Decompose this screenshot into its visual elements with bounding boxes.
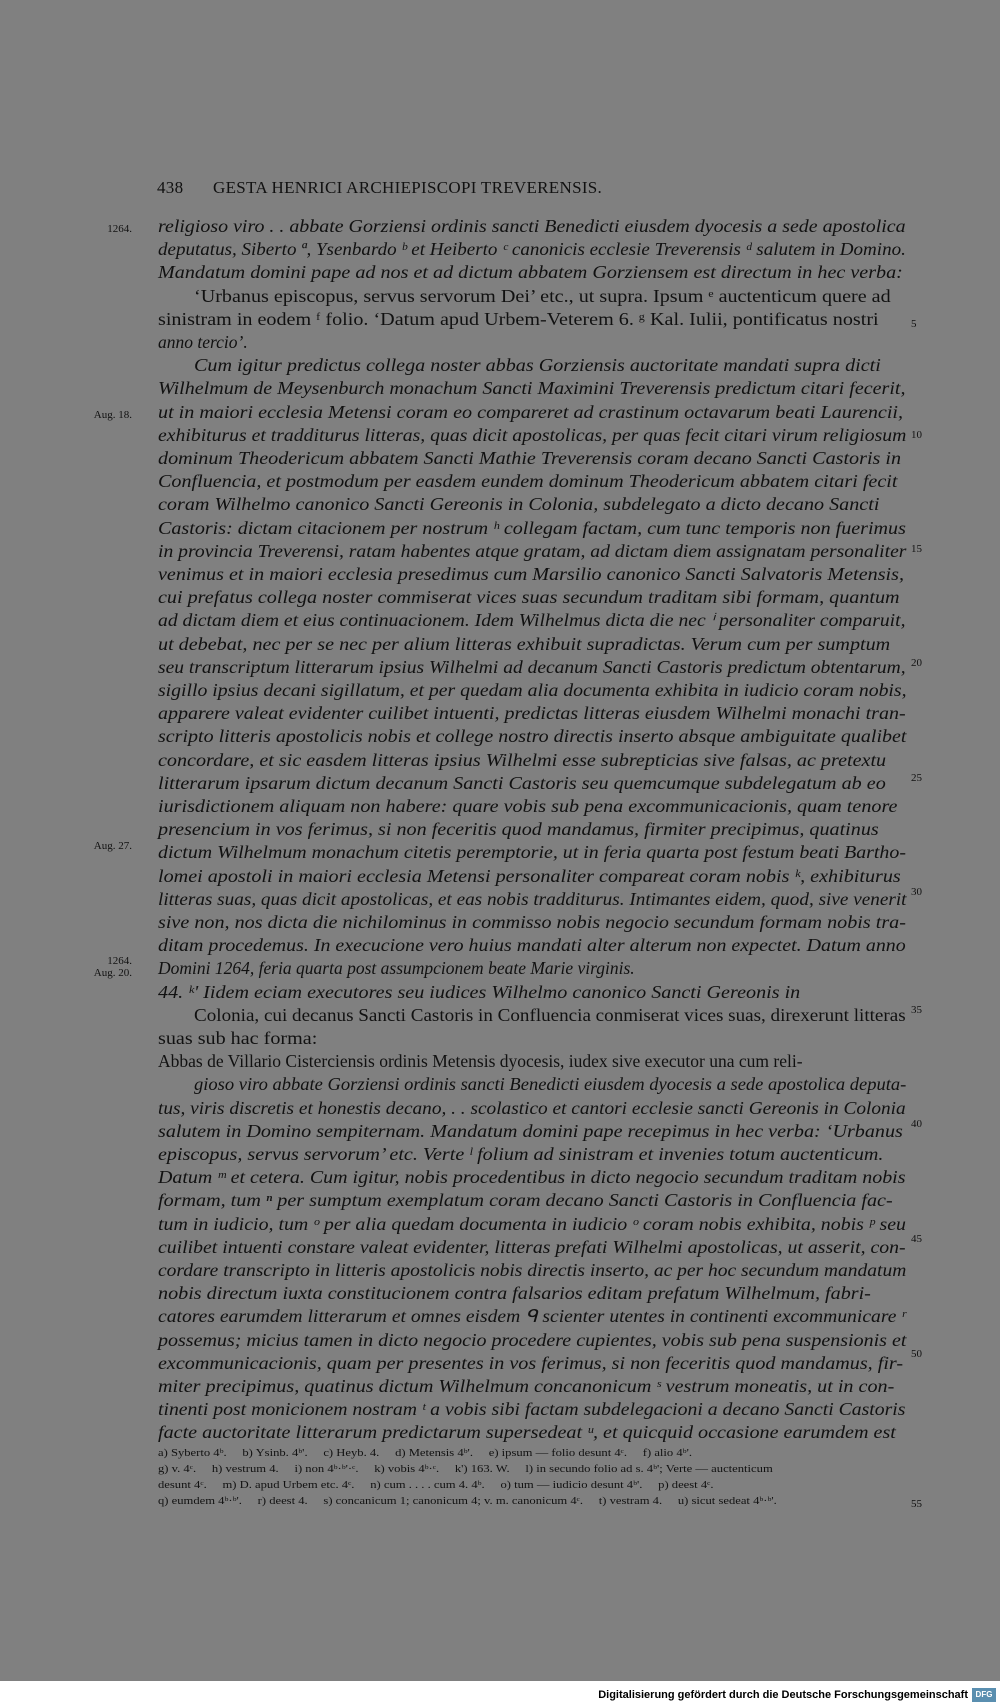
footnote-line: q) eumdem 4ᵇ·ᵇ'. r) deest 4. s) concanicum 1; canonicum 4; v. m. canonicum 4ᶜ. t) vestram 4. u) sicut sedeat 4ᵇ·ᵇ'.	[158, 1496, 777, 1507]
dfg-logo: DFG	[972, 1688, 996, 1702]
line-number: 20	[911, 657, 922, 669]
footnote-line: desunt 4ᶜ. m) D. apud Urbem etc. 4ᶜ. n) cum . . . . cum 4. 4ᵇ. o) tum — iudicio desunt 4ᵇ'. p) deest 4ᶜ.	[158, 1480, 714, 1491]
text-line: apparere valeat evidenter cuilibet intuenti, predictas litteras eiusdem Wilhelmi monachi tran-	[158, 703, 906, 724]
text-line: seu transcriptum litterarum ipsius Wilhelmi ad decanum Sancti Castoris predictum obtentarum,	[158, 656, 906, 677]
line-number: 30	[911, 886, 922, 898]
margin-date: Aug. 20.	[93, 967, 132, 979]
text-line: sinistram in eodem ᶠ folio. ‘Datum apud Urbem-Veterem 6. ᵍ Kal. Iulii, pontificatus nostri	[158, 308, 879, 329]
line-number: 15	[911, 543, 922, 555]
text-line: sigillo ipsius decani sigillatum, et per quedam alia documenta exhibita in iudicio coram nobis,	[158, 680, 907, 700]
text-line: facte auctoritate litterarum predictarum supersedeat ᵘ, et quicquid occasione earumdem est	[158, 1422, 896, 1443]
text-line: ditam procedemus. In execucione vero huius mandati alter alterum non expectet. Datum anno	[158, 935, 906, 956]
margin-date: Aug. 18.	[93, 409, 132, 421]
line-number: 50	[911, 1348, 922, 1360]
footnote-line: a) Syberto 4ᵇ. b) Ysinb. 4ᵇ'. c) Heyb. 4. d) Metensis 4ᵇ'. e) ipsum — folio desunt 4ᶜ. f) alio 4ᵇ'.	[158, 1448, 692, 1459]
running-title: GESTA HENRICI ARCHIEPISCOPI TREVERENSIS.	[213, 178, 603, 197]
text-line: tus, viris discretis et honestis decano, . . scolastico et cantori ecclesie sancti Gereonis in Colonia	[158, 1097, 906, 1118]
margin-date: Aug. 27.	[93, 840, 132, 852]
text-line: ut debebat, nec per se nec per alium litteras exhibuit supradictas. Verum cum per sumptum	[158, 633, 891, 654]
text-line: scripto litteris apostolicis nobis et college nostro directis inserto absque ambiguitate qualibet	[158, 726, 907, 747]
margin-date: 1264.	[107, 223, 132, 235]
text-line: 44. ᵏ' Iidem eciam executores seu iudices Wilhelmo canonico Sancti Gereonis in	[158, 981, 801, 1002]
text-line: anno tercio’.	[158, 332, 248, 352]
text-line: episcopus, servus servorum’ etc. Verte ˡ folium ad sinistram et invenies totum auctenticum.	[158, 1144, 884, 1164]
text-line: excommunicacionis, quam per presentes in vos ferimus, si non feceritis quod mandamus, fir-	[158, 1352, 904, 1373]
text-line: religioso viro . . abbate Gorziensi ordinis sancti Benedicti eiusdem dyocesis a sede apostolica	[158, 216, 906, 236]
text-line: dominum Theodericum abbatem Sancti Mathie Treverensis coram decano Sancti Castoris in	[158, 448, 902, 468]
text-line: litterarum ipsarum dictum decanum Sancti Castoris seu quemcumque subdelegatum ab eo	[158, 772, 886, 793]
text-line: tinenti post monicionem nostram ᵗ a vobis sibi factam subdelegacioni a decano Sancti Castoris	[158, 1399, 906, 1420]
text-line: formam, tum ⁿ per sumptum exemplatum coram decano Sancti Castoris in Confluencia fac-	[158, 1190, 893, 1211]
text-line: cuilibet intuenti constare valeat evidenter, litteras prefati Wilhelmi apostolicas, ut asserit, con-	[158, 1236, 906, 1257]
text-line: dictum Wilhelmum monachum citetis peremptorie, ut in feria quarta post festum beati Bartho-	[158, 842, 906, 863]
text-line: sive non, nos dicta die nichilominus in commisso nobis negocio secundum formam nobis tra-	[158, 912, 906, 932]
digitization-footer	[0, 1681, 1000, 1706]
text-line: cordare transcripto in litteris apostolicis nobis directis inserto, ac per hoc secundum mandatum	[158, 1260, 907, 1280]
line-number: 5	[911, 318, 917, 330]
line-number: 35	[911, 1004, 922, 1016]
line-number: 45	[911, 1233, 922, 1245]
text-line: litteras suas, quas dicit apostolicas, et eas nobis tradditurus. Intimantes eidem, quod, sive venerit	[158, 888, 907, 909]
text-line: ut in maiori ecclesia Metensi coram eo compareret ad crastinum octavarum beati Laurencii,	[158, 401, 904, 422]
line-number: 40	[911, 1118, 922, 1130]
text-line: Castoris: dictam citacionem per nostrum ʰ collegam factam, cum tunc temporis non fuerimus	[158, 517, 906, 538]
text-line: gioso viro abbate Gorziensi ordinis sancti Benedicti eiusdem dyocesis a sede apostolica deputa-	[194, 1074, 907, 1095]
text-line: salutem in Domino sempiternam. Mandatum domini pape recepimus in hec verba: ‘Urbanus	[158, 1120, 903, 1141]
page-number: 438	[157, 178, 184, 197]
text-line: exhibiturus et tradditurus litteras, quas dicit apostolicas, per quas fecit citari virum religiosum	[158, 424, 907, 445]
line-number: 55	[911, 1498, 922, 1510]
text-line: suas sub hac forma:	[158, 1028, 318, 1048]
text-line: ‘Urbanus episcopus, servus servorum Dei’ etc., ut supra. Ipsum ᵉ auctenticum quere ad	[194, 285, 891, 306]
text-line: Datum ᵐ et cetera. Cum igitur, nobis procedentibus in dicto negocio secundum traditam nobis	[158, 1167, 906, 1188]
text-line: deputatus, Siberto ª, Ysenbardo ᵇ et Heiberto ᶜ canonicis ecclesie Treverensis ᵈ salutem in Domino.	[158, 239, 906, 260]
text-line: tum in iudicio, tum ᵒ per alia quedam documenta in iudicio ᵒ coram nobis exhibita, nobis ᵖ seu	[158, 1213, 907, 1234]
text-line: Abbas de Villario Cisterciensis ordinis Metensis dyocesis, iudex sive executor una cum reli-	[158, 1051, 803, 1072]
text-line: nobis directum iuxta constitucionem contra falsarios editam prefatum Wilhelmum, fabri-	[158, 1283, 871, 1304]
text-line: possemus; micius tamen in dicto negocio procedere cupientes, vobis sub pena suspensionis et	[158, 1329, 907, 1350]
line-number: 10	[911, 429, 922, 441]
text-line: Mandatum domini pape ad nos et ad dictum abbatem Gorziensem est directum in hec verba:	[158, 262, 903, 283]
text-line: venimus et in maiori ecclesia presedimus cum Marsilio canonico Sancti Salvatoris Metensis,	[158, 564, 905, 584]
footer-credit: Digitalisierung gefördert durch die Deutsche Forschungsgemeinschaft	[598, 1689, 968, 1701]
footnote-line: g) v. 4ᶜ. h) vestrum 4. i) non 4ᵇ·ᵇ'·ᶜ. k) vobis 4ᵇ·ᶜ. k') 163. W. l) in secundo folio ad s. 4ᵇ'; Verte — auctenticum	[158, 1464, 773, 1475]
text-line: Cum igitur predictus collega noster abbas Gorziensis auctoritate mandati supra dicti	[194, 355, 881, 376]
text-line: Domini 1264, feria quarta post assumpcionem beate Marie virginis.	[158, 958, 635, 979]
text-line: concordare, et sic easdem litteras ipsius Wilhelmi esse subrepticias sive falsas, ac pretextu	[158, 749, 887, 770]
text-line: iurisdictionem aliquam non habere: quare vobis sub pena excommunicacionis, quam tenore	[158, 796, 898, 816]
text-line: ad dictam diem et eius continuacionem. Idem Wilhelmus dicta die nec ⁱ personaliter comparuit,	[158, 610, 906, 631]
text-line: catores earumdem litterarum et omnes eisdem ᑫ scienter utentes in continenti excommunicare ʳ	[158, 1306, 906, 1327]
text-line: in provincia Treverensi, ratam habentes atque gratam, ad dictam diem assignatam personaliter	[158, 540, 907, 561]
text-line: coram Wilhelmo canonico Sancti Gereonis in Colonia, subdelegato a dicto decano Sancti	[158, 494, 880, 515]
margin-date: 1264.	[107, 955, 132, 967]
text-line: cui prefatus collega noster commiserat vices suas secundum traditam sibi formam, quantum	[158, 587, 900, 608]
text-line: Confluencia, et postmodum per easdem eundem dominum Theodericum abbatem citari fecit	[158, 471, 898, 492]
text-line: Colonia, cui decanus Sancti Castoris in Confluencia conmiserat vices suas, direxerunt litteras	[194, 1004, 906, 1025]
text-line: Wilhelmum de Meysenburch monachum Sancti Maximini Treverensis predictum citari fecerit,	[158, 378, 906, 399]
text-line: lomei apostoli in maiori ecclesia Metensi personaliter compareat coram nobis ᵏ, exhibiturus	[158, 865, 901, 886]
text-line: miter precipimus, quatinus dictum Wilhelmum concanonicum ˢ vestrum moneatis, ut in con-	[158, 1376, 895, 1396]
text-line: presencium in vos ferimus, si non feceritis quod mandamus, firmiter precipimus, quatinus	[158, 819, 879, 840]
line-number: 25	[911, 772, 922, 784]
